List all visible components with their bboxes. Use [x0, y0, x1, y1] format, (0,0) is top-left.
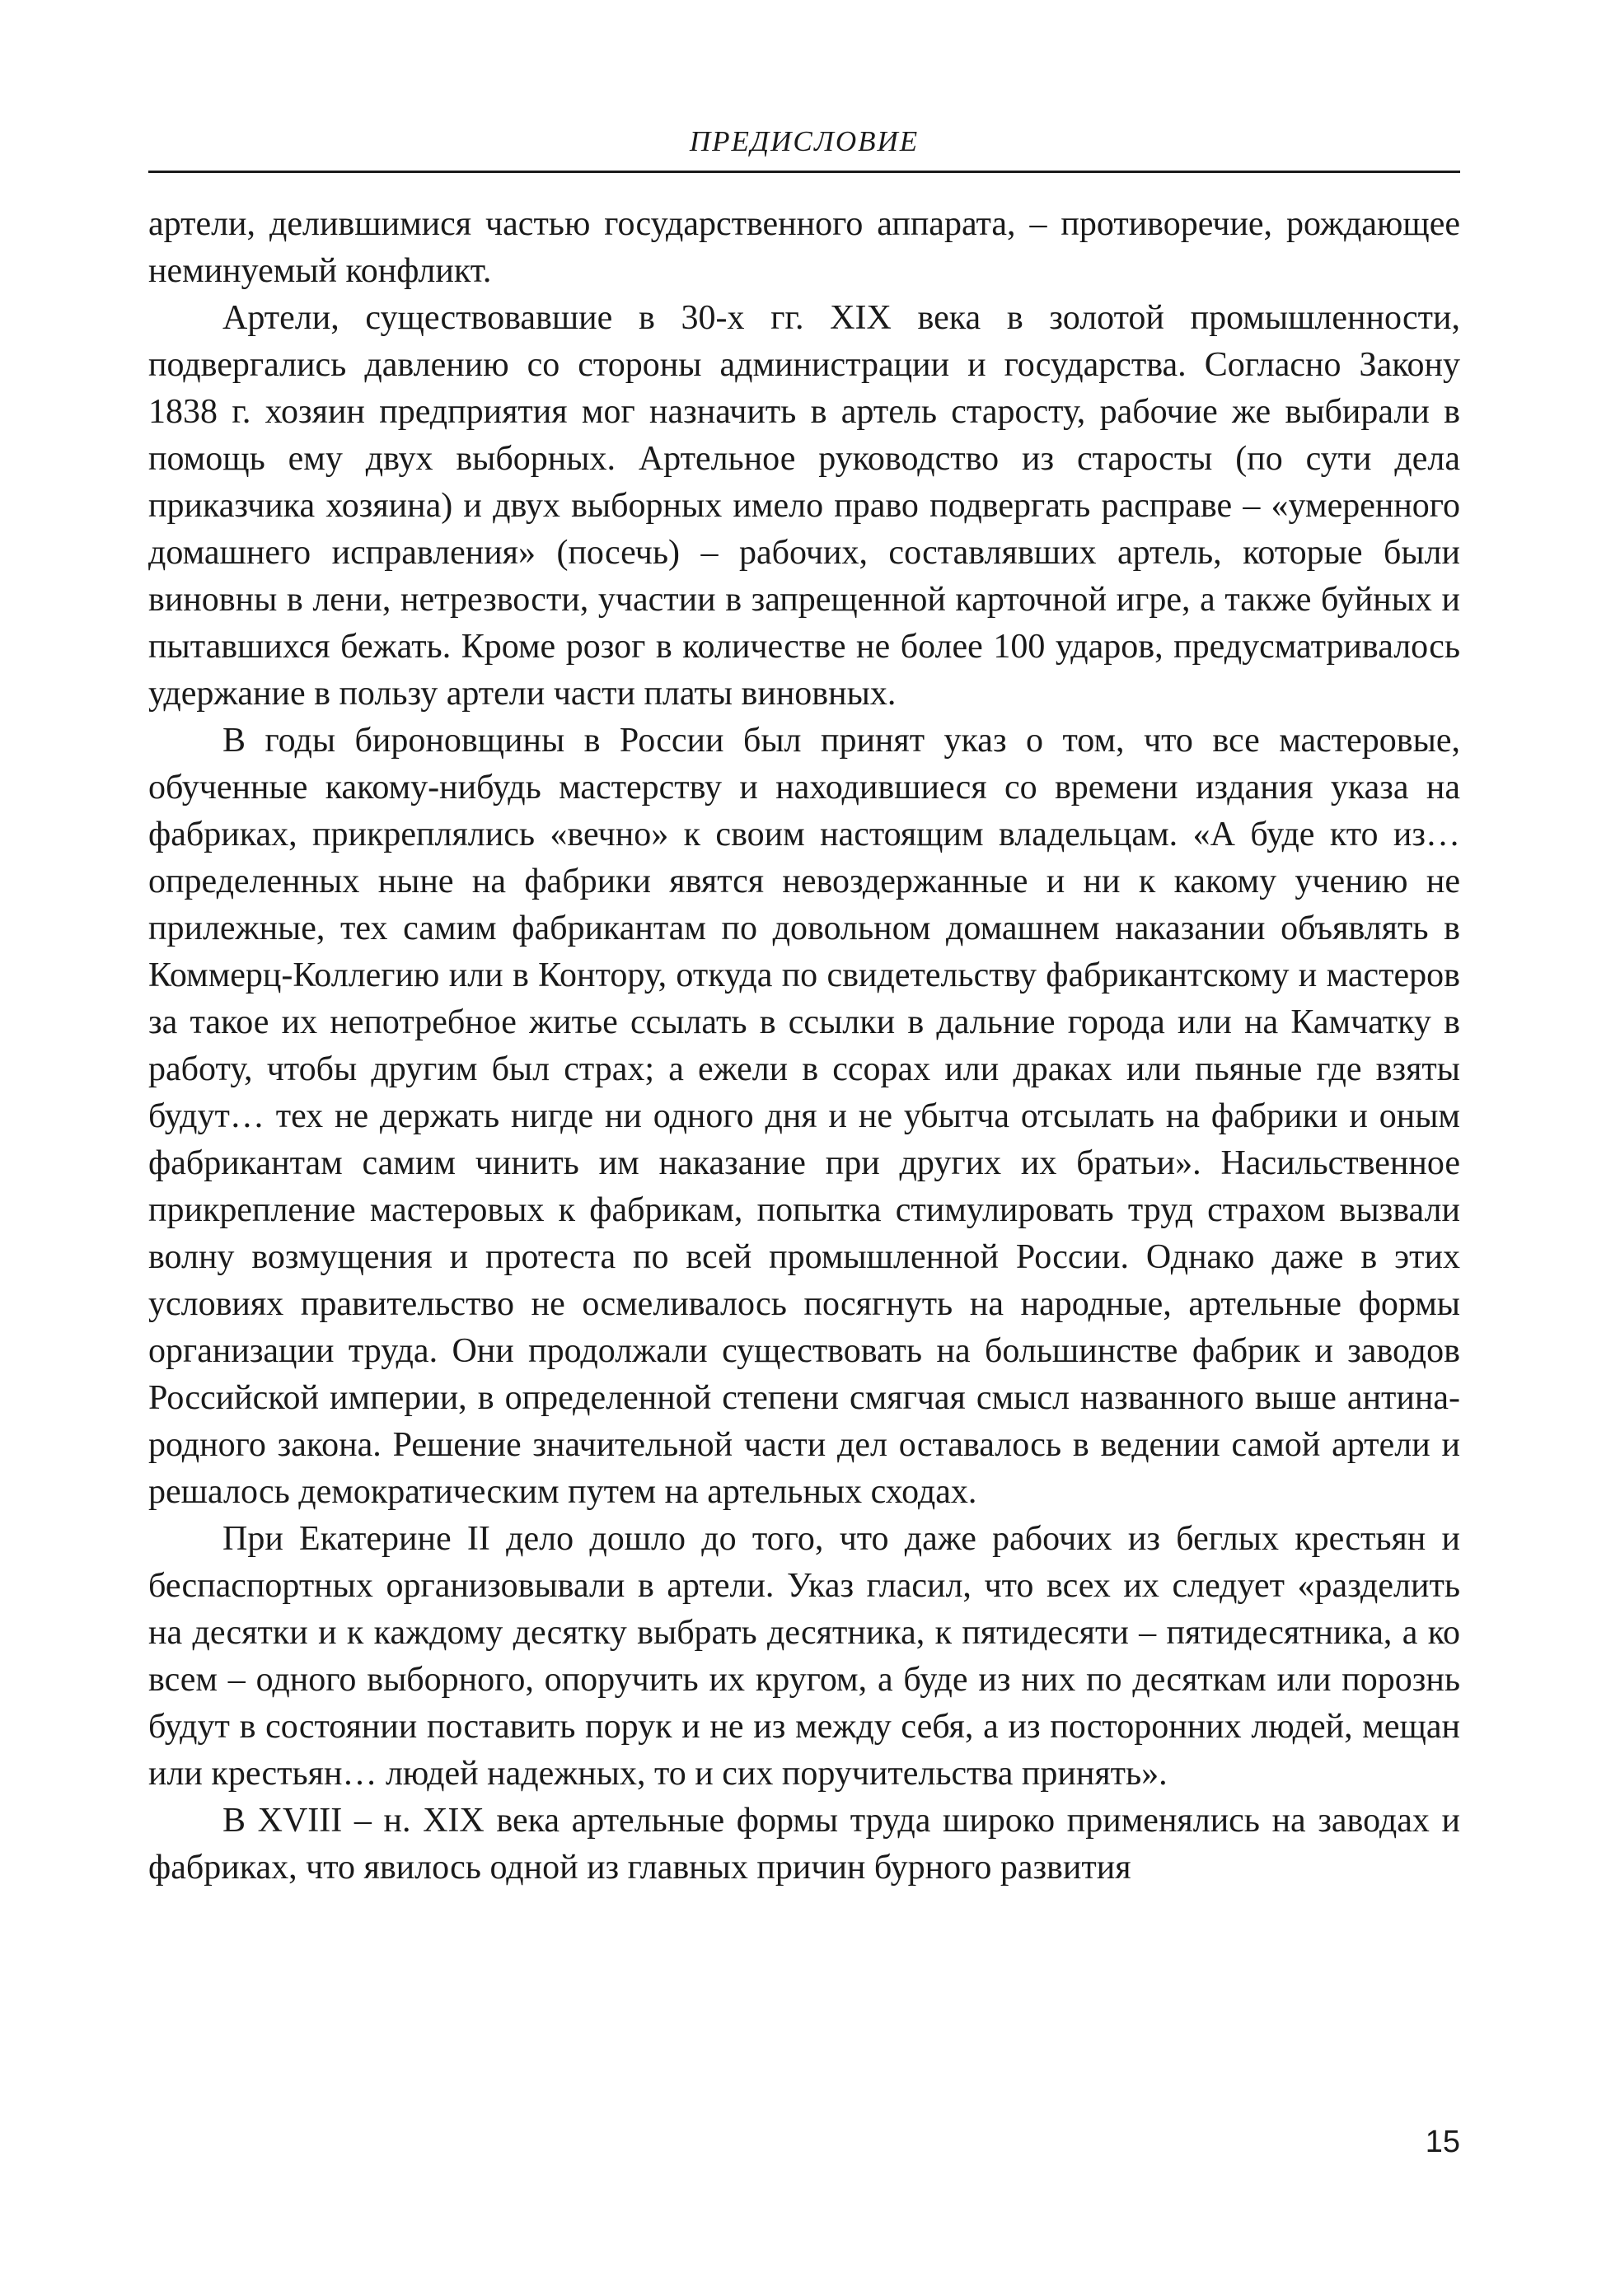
body-text: [148, 201, 1460, 1892]
running-head-title: ПРЕДИСЛОВИЕ: [689, 125, 920, 157]
page-number: 15: [1425, 2125, 1460, 2159]
paragraph-bironovshchina-decree: В годы бироновщины в России был принят указ о том, что все мастеровые, обученные какому-нибудь мастерству и находившиеся со времени издания указа на фабриках, прикреплялись «вечно» к своим настоящим владельцам. «А буде кто из… определенных ныне на фабрики явятся невоздержанные и ни к какому учению не прилежные, тех самим фабрикантам по довольном домашнем наказании объявлять в Коммерц-Коллегию или в Контору, откуда по свидетельству фабрикантскому и мастеров за такое их непотребное житье ссылать в ссылки в дальние города или на Камчатку в работу, чтобы другим был страх; а ежели в ссорах или драках или пьяные где взяты будут… тех не держать нигде ни одного дня и не убытча отсылать на фабрики и оным фабрикантам самим чинить им наказание при других их братьи». Насильственное прикрепление мастеровых к фабрикам, попытка стимулировать труд страхом вызвали волну возмущения и протеста по всей промышленной России. Однако даже в этих условиях правительство не осмеливалось посягнуть на народные, артельные формы организации труда. Они продолжали существовать на большинстве фабрик и заводов Российской империи, в определенной степени смягчая смысл названного выше антинародного закона. Решение значительной части дел оставалось в ведении самой артели и решалось демократическим путем на артельных сходах.: [148, 722, 1460, 1511]
paragraph-18th-19th-century: В XVIII – н. XIX века артельные формы труда широко применялись на заводах и фабриках, что явилось одной из главных причин бурного развития: [148, 1802, 1460, 1887]
paragraph-gold-industry-artels: Артели, существовавшие в 30-х гг. XIX века в золотой промышленности, подвергались давлению со стороны администрации и государства. Согласно Закону 1838 г. хозяин предприятия мог назначить в артель старосту, рабочие же выбирали в помощь ему двух выборных. Артельное руководство из старосты (по сути дела приказчика хозяина) и двух выборных имело право подвергать расправе – «умеренного домашнего исправления» (посечь) – рабочих, составлявших артель, которые были виновны в лени, нетрезвости, участии в запрещенной карточной игре, а также буйных и пытавшихся бежать. Кроме розог в количестве не более 100 ударов, предусматривалось удержание в пользу артели части платы виновных.: [148, 299, 1460, 713]
paragraph-catherine-ii: При Екатерине II дело дошло до того, что даже рабочих из беглых крестьян и беспаспортных организовывали в артели. Указ гласил, что всех их следует «разделить на десятки и к каждому десятку выбрать десятника, к пятидесяти – пятидесятника, а ко всем – одного выборного, опоручить их кругом, а буде из них по десяткам или порознь будут в состоянии поставить порук и не из между себя, а из посторонних людей, мещан или крестьян… людей надежных, то и сих поручительства принять».: [148, 1520, 1460, 1793]
paragraph-continuation: артели, делившимися частью государственного аппарата, – противоречие, рождающее неминуемый конфликт.: [148, 205, 1460, 290]
header-rule: [148, 171, 1460, 173]
